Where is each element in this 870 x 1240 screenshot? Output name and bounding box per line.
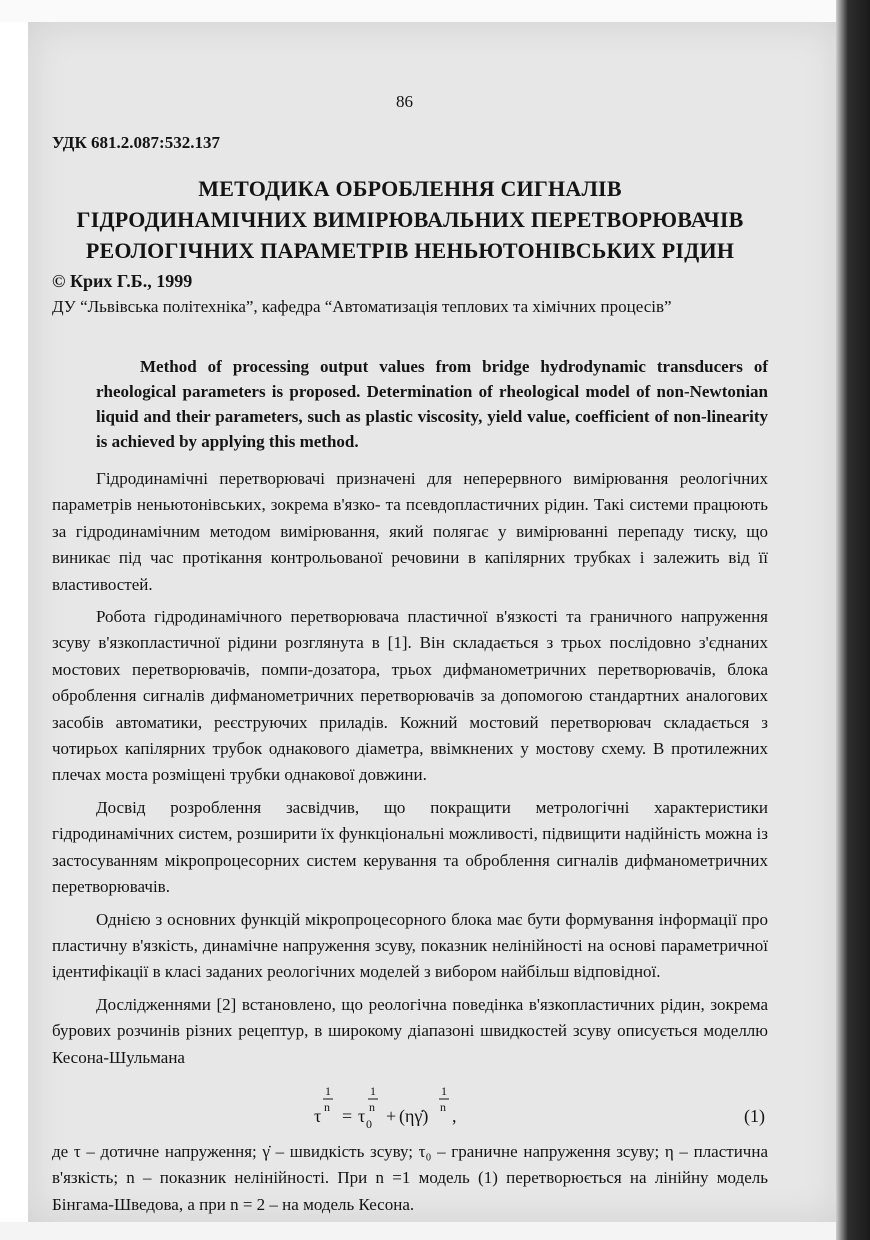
eq-tau: τ — [314, 1105, 322, 1126]
eq-plus: + — [386, 1105, 397, 1126]
equation-number: (1) — [744, 1105, 765, 1126]
eq-equals: = — [342, 1105, 353, 1126]
scan-bottom-margin — [0, 1222, 870, 1240]
eq-paren: (ηγ̇) — [399, 1105, 429, 1126]
paper-title — [50, 173, 770, 266]
paragraph: Робота гідродинамічного перетворювача пластичної в'язкості та граничного напруження зсуву в'язкопластичної рідини розглянута в [1]. Він складається з трьох послідовно з'єднаних мостових перетворювачів, помпи-дозатора, трьох дифманометричних перетворювачів, блока оброблення сигналів дифманометричних перетворювачів за допомогою стандартних аналогових засобів автоматики, реєструючих приладів. Кожний мостовий перетворювач складається з чотирьох капілярних трубок однакового діаметра, ввімкнених у мостову схему. В протилежних плечах моста розміщені трубки однакової довжини. — [52, 607, 768, 785]
eq-exp-num: 1 — [370, 1083, 376, 1098]
eq-exp-num: 1 — [325, 1083, 331, 1098]
author-line: © Крих Г.Б., 1999 — [52, 271, 193, 291]
eq-exp-num: 1 — [441, 1083, 447, 1098]
udc-code: УДК 681.2.087:532.137 — [52, 133, 220, 152]
title-line: ГІДРОДИНАМІЧНИХ ВИМІРЮВАЛЬНИХ ПЕРЕТВОРЮВАЧІВ — [76, 207, 744, 232]
title-line: МЕТОДИКА ОБРОБЛЕННЯ СИГНАЛІВ — [198, 176, 622, 201]
eq-comma: , — [452, 1105, 457, 1126]
paragraph: Досвід розроблення засвідчив, що покращити метрологічні характеристики гідродинамічних систем, розширити їх функціональні можливості, підвищити надійність можна із застосуванням мікропроцесорних систем керування та оброблення сигналів дифманометричних перетворювачів. — [52, 797, 768, 897]
equation-graphic — [52, 1077, 768, 1139]
book-spine-shadow — [836, 0, 870, 1240]
page-number: 86 — [396, 92, 413, 111]
paragraph: Однією з основних функцій мікропроцесорного блока має бути формування інформації про пластичну в'язкість, динамічне напруження зсуву, показник нелінійності на основі параметричної ідентифікації в класі заданих реологічних моделей з вибором найбільш відповідної. — [52, 909, 768, 982]
paragraph: Гідродинамічні перетворювачі призначені для неперервного вимірювання реологічних параметрів неньютонівських, зокрема в'язко- та псевдопластичних рідин. Такі системи працюють за гідродинамічним методом вимірювання, який полягає у вимірюванні перепаду тиску, що виникає під час протікання контрольованої речовини в капілярних трубках і залежить від її властивостей. — [52, 469, 768, 594]
paragraph: де τ – дотичне напруження; γ̇ – швидкість зсуву; τ₀ – граничне напруження зсуву; η – пластична в'язкість; n – показник нелінійності. При n =1 модель (1) перетворюється на лінійну модель Бінгама-Шведова, а при n = 2 – на модель Кесона. — [52, 1141, 768, 1214]
title-line: РЕОЛОГІЧНИХ ПАРАМЕТРІВ НЕНЬЮТОНІВСЬКИХ РІДИН — [85, 238, 735, 263]
eq-sub0: 0 — [366, 1116, 372, 1131]
eq-tau0: τ — [358, 1105, 366, 1126]
eq-exp-den: n — [324, 1099, 330, 1114]
equation-1 — [52, 1077, 768, 1139]
affiliation: ДУ “Львівська політехніка”, кафедра “Автоматизація теплових та хімічних процесів” — [52, 297, 672, 316]
scan-top-margin — [0, 0, 870, 22]
eq-exp-den: n — [440, 1099, 446, 1114]
abstract: Method of processing output values from bridge hydrodynamic transducers of rheological parameters is proposed. Determination of rheological model of non-Newtonian liquid and their parameters, such as plastic viscosity, yield value, coefficient of non-linearity is achieved by applying this method. — [96, 357, 768, 451]
paragraph: Дослідженнями [2] встановлено, що реологічна поведінка в'язкопластичних рідин, зокрема бурових розчинів різних рецептур, в широкому діапазоні швидкостей зсуву описується моделлю Кесона-Шульмана — [52, 994, 768, 1067]
body-text — [52, 466, 768, 1224]
eq-exp-den: n — [369, 1099, 375, 1114]
